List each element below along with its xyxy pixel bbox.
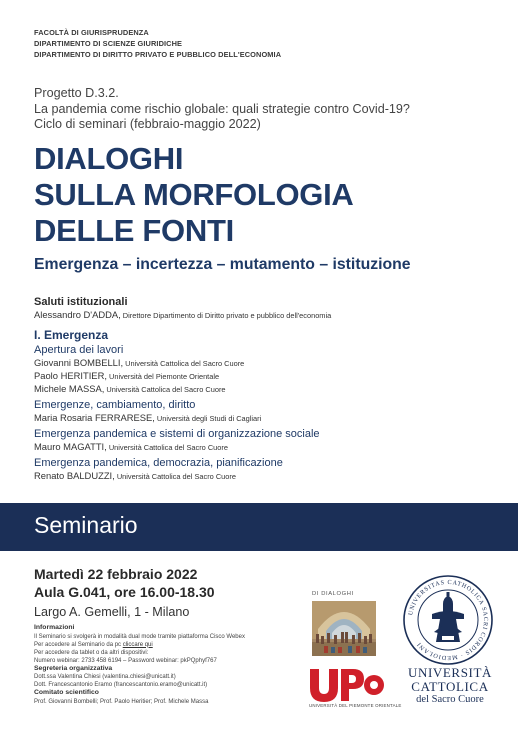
committee-heading: Comitato scientifico (34, 689, 99, 696)
dialoghi-logo-label: DI DIALOGHI (312, 591, 354, 597)
event-date: Martedì 22 febbraio 2022 (34, 566, 198, 582)
faculty-line: FACOLTÀ DI GIURISPRUDENZA (34, 28, 149, 37)
topic-title: Apertura dei lavori (34, 344, 124, 356)
seminar-label: Seminario (34, 512, 138, 538)
speaker-line (34, 441, 494, 454)
title-line-2: SULLA MORFOLOGIA (34, 177, 354, 212)
speaker-line (34, 357, 494, 370)
project-code: Progetto D.3.2. (34, 86, 119, 100)
speaker-line (34, 370, 494, 383)
info-line-pc (34, 641, 304, 649)
speaker-affiliation: Università Cattolica del Sacro Cuore (104, 385, 226, 394)
title-line-1: DIALOGHI (34, 141, 184, 176)
cattolica-line-1: UNIVERSITÀ (408, 665, 492, 680)
speaker-name: Renato BALDUZZI, (34, 470, 115, 481)
committee-line: Prof. Giovanni Bombelli; Prof. Paolo Heritier; Prof. Michele Massa (34, 698, 209, 705)
cattolica-seal (402, 574, 494, 666)
secretary-line: Dott. Francescantonio Eramo (francescantonio.eramo@unicatt.it) (34, 682, 208, 688)
upo-logo (308, 667, 384, 703)
greetings-heading: Saluti istituzionali (34, 296, 128, 308)
event-room-time: Aula G.041, ore 16.00-18.30 (34, 584, 215, 600)
info-line: Per accedere da tablet o da altri dispositivi: (34, 649, 149, 656)
info-block (34, 624, 304, 706)
faculty-header (34, 27, 281, 60)
section-heading: I. Emergenza (34, 328, 109, 342)
subtitle: Emergenza – incertezza – mutamento – istituzione (34, 256, 411, 273)
department-line-1: DIPARTIMENTO DI SCIENZE GIURIDICHE (34, 39, 183, 48)
greetings-speaker (34, 309, 494, 322)
seminar-cycle: Ciclo di seminari (febbraio-maggio 2022) (34, 117, 261, 131)
event-venue: Largo A. Gemelli, 1 - Milano (34, 605, 190, 619)
upo-caption: UNIVERSITÀ DEL PIEMONTE ORIENTALE (309, 703, 402, 708)
topic-title: Emergenza pandemica, democrazia, pianificazione (34, 457, 283, 469)
speaker-line (34, 412, 494, 425)
project-info (34, 86, 410, 133)
topic-title: Emergenze, cambiamento, diritto (34, 399, 196, 411)
speaker-affiliation: Università Cattolica del Sacro Cuore (123, 359, 245, 368)
speaker-affiliation: Università Cattolica del Sacro Cuore (114, 472, 236, 481)
speaker-name: Giovanni BOMBELLI, (34, 357, 124, 368)
speaker-name: Maria Rosaria FERRARESE, (34, 412, 155, 423)
program (34, 296, 494, 483)
cattolica-wordmark (405, 666, 495, 706)
project-theme: La pandemia come rischio globale: quali strategie contro Covid-19? (34, 101, 410, 116)
department-line-2: DIPARTIMENTO DI DIRITTO PRIVATO E PUBBLICO DELL'ECONOMIA (34, 50, 282, 59)
speaker-name: Alessandro D'ADDA, (34, 309, 121, 320)
info-heading: Informazioni (34, 624, 75, 631)
upo-text: UPO (308, 667, 311, 668)
secretary-heading: Segreteria organizzativa (34, 664, 113, 672)
topic-title: Emergenza pandemica e sistemi di organizzazione sociale (34, 428, 320, 440)
speaker-name: Mauro MAGATTI, (34, 441, 107, 452)
cattolica-line-2: CATTOLICA (411, 679, 489, 694)
speaker-line (34, 383, 494, 396)
speaker-line (34, 470, 494, 483)
speaker-affiliation: Università degli Studi di Cagliari (154, 414, 262, 423)
info-line: Numero webinar: 2733 458 6194 – Password webinar: pkPQphyf767 (34, 657, 217, 664)
title-line-3: DELLE FONTI (34, 213, 234, 248)
pc-access-link[interactable]: cliccare qui (122, 641, 153, 648)
seminar-band (0, 503, 518, 551)
seal-text: UNIVERSITAS CATHOLICA SACRI CORDIS · MEDIOLANI (407, 578, 490, 662)
cattolica-line-3: del Sacro Cuore (416, 694, 484, 705)
secretary-line: Dott.ssa Valentina Chiesi (valentina.chiesi@unicatt.it) (34, 674, 176, 680)
info-line: Il Seminario si svolgerà in modalità dual mode tramite piattaforma Cisco Webex (34, 633, 245, 640)
speaker-affiliation: Università Cattolica del Sacro Cuore (106, 443, 228, 452)
speaker-affiliation: Università del Piemonte Orientale (106, 372, 220, 381)
info-pc-text: Per accedere al Seminario da pc (34, 641, 123, 648)
speaker-name: Michele MASSA, (34, 383, 105, 394)
school-of-athens-image (312, 601, 376, 656)
speaker-affiliation: Direttore Dipartimento di Diritto privato e pubblico dell'economia (120, 311, 332, 320)
main-title (34, 141, 354, 249)
speaker-name: Paolo HERITIER, (34, 370, 107, 381)
